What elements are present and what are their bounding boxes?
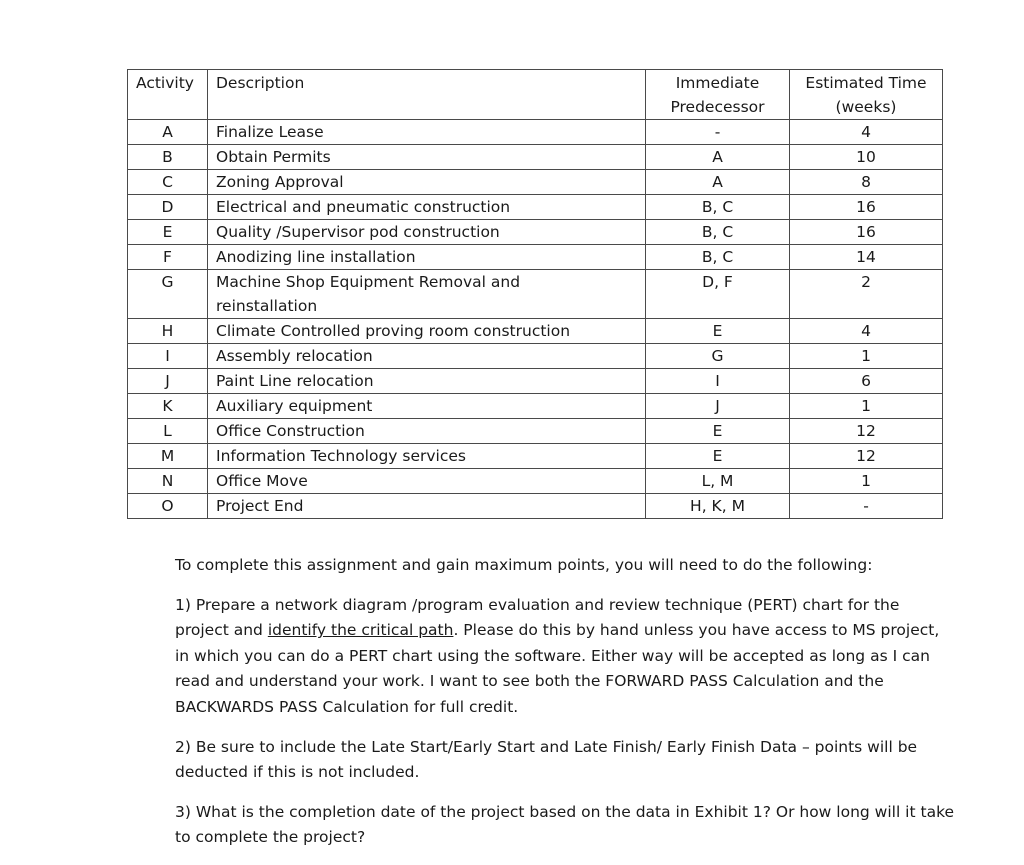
- cell-time: 16: [790, 195, 943, 220]
- instruction-item-2: 2) Be sure to include the Late Start/Early Start and Late Finish/ Early Finish Data – points will be deducted if this is not included.: [175, 737, 918, 782]
- header-time-line1: Estimated Time: [805, 74, 927, 92]
- cell-activity: K: [128, 394, 208, 419]
- cell-description: Auxiliary equipment: [208, 394, 646, 419]
- table-row: [128, 494, 943, 519]
- instruction-item-1: [175, 593, 955, 721]
- cell-time: 4: [790, 319, 943, 344]
- instruction-item-3: 3) What is the completion date of the project based on the data in Exhibit 1? Or how long will it take to complete the project?: [175, 802, 955, 847]
- header-activity: Activity: [128, 70, 208, 120]
- cell-activity: L: [128, 419, 208, 444]
- table-row: [128, 344, 943, 369]
- cell-activity: C: [128, 170, 208, 195]
- cell-description: Quality /Supervisor pod construction: [208, 220, 646, 245]
- cell-activity: F: [128, 245, 208, 270]
- cell-time: 10: [790, 145, 943, 170]
- cell-predecessor: B, C: [646, 220, 790, 245]
- cell-time: 6: [790, 369, 943, 394]
- activity-table-container: [127, 69, 942, 519]
- table-header-row: [128, 70, 943, 120]
- table-row: [128, 369, 943, 394]
- cell-predecessor: L, M: [646, 469, 790, 494]
- cell-activity: N: [128, 469, 208, 494]
- table-row: [128, 419, 943, 444]
- cell-activity: B: [128, 145, 208, 170]
- cell-activity: D: [128, 195, 208, 220]
- cell-activity: I: [128, 344, 208, 369]
- cell-predecessor: I: [646, 369, 790, 394]
- header-time-line2: (weeks): [835, 98, 897, 116]
- cell-predecessor: A: [646, 170, 790, 195]
- cell-activity: E: [128, 220, 208, 245]
- cell-description: Project End: [208, 494, 646, 519]
- cell-time: 2: [790, 270, 943, 319]
- cell-activity: G: [128, 270, 208, 319]
- header-predecessor-line2: Predecessor: [670, 98, 765, 116]
- cell-description: Electrical and pneumatic construction: [208, 195, 646, 220]
- cell-time: 16: [790, 220, 943, 245]
- critical-path-emphasis: identify the critical path: [267, 621, 454, 640]
- cell-predecessor: E: [646, 444, 790, 469]
- cell-time: 12: [790, 444, 943, 469]
- cell-time: 12: [790, 419, 943, 444]
- table-row: [128, 220, 943, 245]
- cell-description: Obtain Permits: [208, 145, 646, 170]
- table-row: [128, 394, 943, 419]
- table-row: [128, 444, 943, 469]
- cell-time: 4: [790, 120, 943, 145]
- cell-predecessor: A: [646, 145, 790, 170]
- cell-activity: H: [128, 319, 208, 344]
- header-description: Description: [208, 70, 646, 120]
- cell-description: Office Move: [208, 469, 646, 494]
- table-row: [128, 245, 943, 270]
- cell-predecessor: E: [646, 319, 790, 344]
- table-row: [128, 469, 943, 494]
- cell-description: Finalize Lease: [208, 120, 646, 145]
- cell-predecessor: B, C: [646, 195, 790, 220]
- header-predecessor-line1: Immediate: [675, 74, 760, 92]
- cell-description-line2: reinstallation: [216, 297, 318, 315]
- activity-table: [127, 69, 943, 519]
- cell-predecessor: D, F: [646, 270, 790, 319]
- cell-description: Paint Line relocation: [208, 369, 646, 394]
- instruction-item-1-text-a: 1) Prepare a network diagram /program evaluation and review technique (PERT) chart for the project and: [175, 595, 900, 640]
- cell-predecessor: -: [646, 120, 790, 145]
- cell-description-line1: Machine Shop Equipment Removal and: [216, 273, 521, 291]
- table-row: [128, 120, 943, 145]
- cell-description: Assembly relocation: [208, 344, 646, 369]
- cell-activity: M: [128, 444, 208, 469]
- cell-activity: O: [128, 494, 208, 519]
- header-predecessor: [646, 70, 790, 120]
- cell-time: 1: [790, 394, 943, 419]
- cell-time: -: [790, 494, 943, 519]
- table-row: [128, 270, 943, 319]
- cell-time: 1: [790, 469, 943, 494]
- instructions-intro: To complete this assignment and gain maximum points, you will need to do the following:: [175, 556, 873, 574]
- cell-description: Anodizing line installation: [208, 245, 646, 270]
- table-row: [128, 319, 943, 344]
- cell-predecessor: H, K, M: [646, 494, 790, 519]
- cell-time: 14: [790, 245, 943, 270]
- assignment-instructions: [175, 553, 955, 865]
- cell-activity: A: [128, 120, 208, 145]
- instruction-item-1-text-b: . Please do this by hand unless you have access to MS project, in which you can do a PERT chart using the software. Either way will be accepted as long as I can read and understand your work. I want to see both the FORWARD PASS Calculation and the BACKWARDS PASS Calculation for full credit.: [175, 621, 940, 716]
- cell-predecessor: G: [646, 344, 790, 369]
- header-estimated-time: [790, 70, 943, 120]
- cell-activity: J: [128, 369, 208, 394]
- cell-predecessor: E: [646, 419, 790, 444]
- cell-description: [208, 270, 646, 319]
- cell-time: 8: [790, 170, 943, 195]
- table-row: [128, 195, 943, 220]
- table-row: [128, 170, 943, 195]
- cell-description: Information Technology services: [208, 444, 646, 469]
- cell-time: 1: [790, 344, 943, 369]
- cell-description: Zoning Approval: [208, 170, 646, 195]
- table-row: [128, 145, 943, 170]
- cell-predecessor: B, C: [646, 245, 790, 270]
- cell-predecessor: J: [646, 394, 790, 419]
- cell-description: Climate Controlled proving room construction: [208, 319, 646, 344]
- cell-description: Office Construction: [208, 419, 646, 444]
